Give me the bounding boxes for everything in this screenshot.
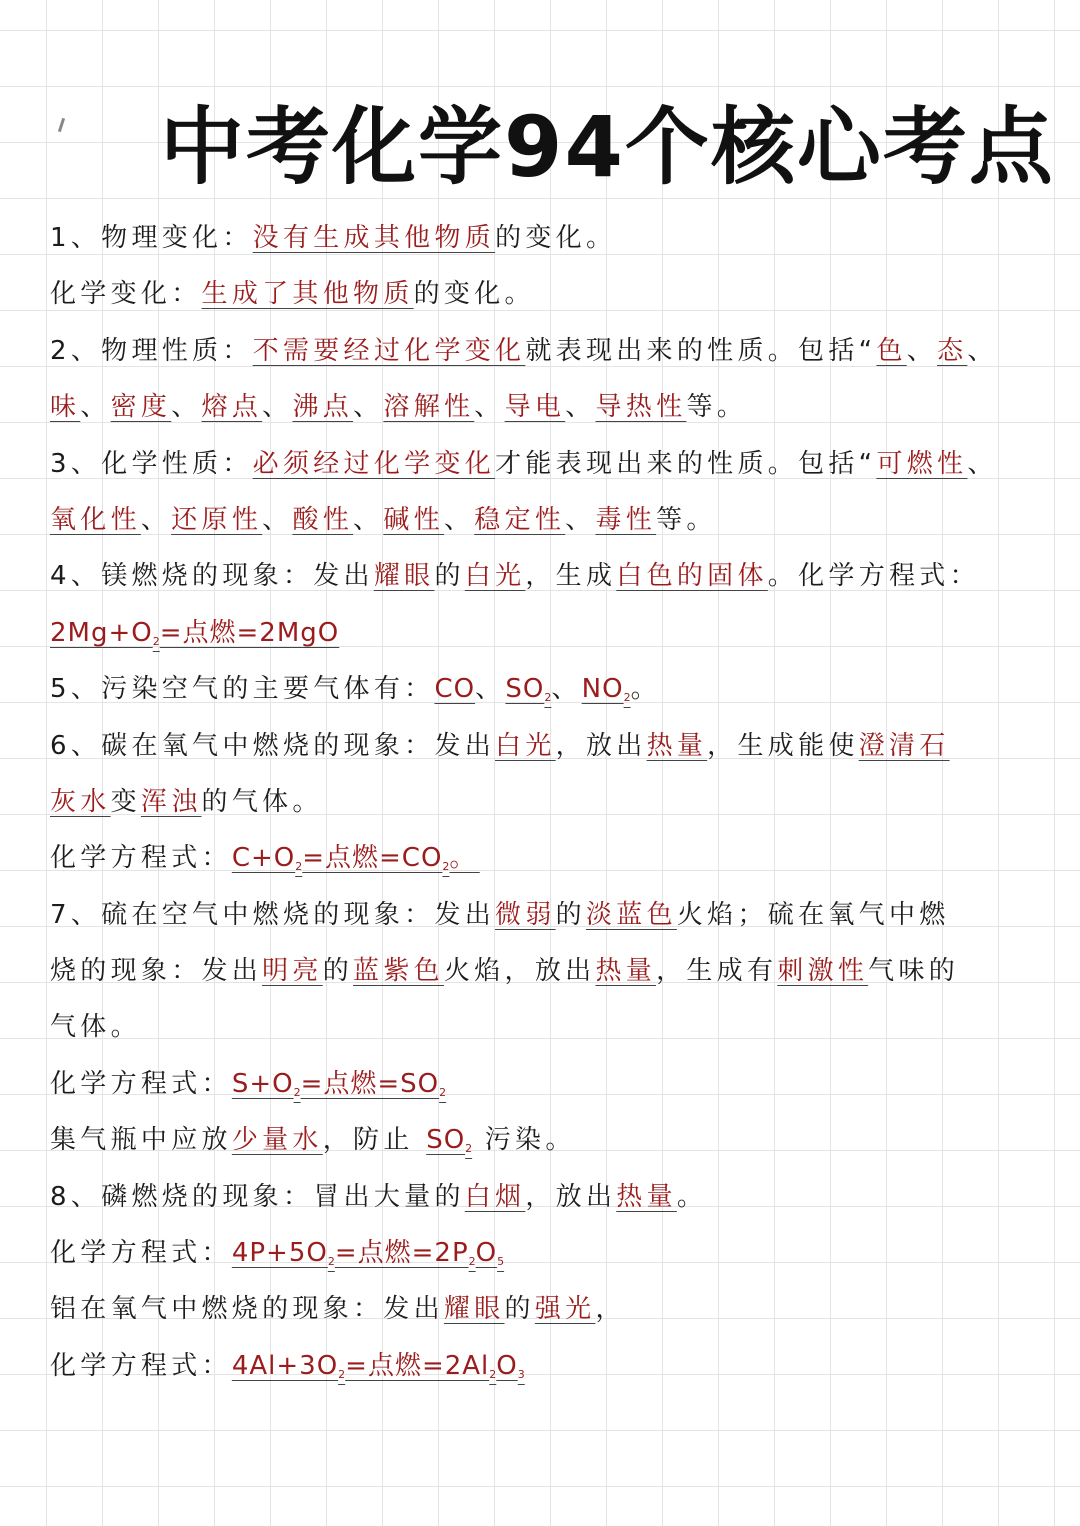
key-term: NO <box>581 674 624 705</box>
key-term: 白烟 <box>464 1181 526 1212</box>
key-term: 导热性 <box>595 392 687 423</box>
note-text: ，生成有 <box>656 956 778 987</box>
subscript: 5 <box>497 1255 505 1269</box>
key-term: 导电 <box>504 392 566 423</box>
note-text: 、 <box>80 392 111 423</box>
note-text: 化学方程式： <box>50 1350 232 1381</box>
key-term: 蓝紫色 <box>353 956 444 987</box>
key-term: SO <box>426 1125 466 1156</box>
key-term: 白光 <box>495 730 556 761</box>
note-line <box>50 1056 1040 1112</box>
note-text: 、 <box>906 335 938 366</box>
note-text: 化学变化： <box>50 279 202 310</box>
note-line <box>50 999 1040 1055</box>
note-line <box>50 210 1040 266</box>
note-text: 2、物理性质： <box>50 335 253 366</box>
note-text: 4、镁燃烧的现象：发出 <box>50 561 374 592</box>
key-term: 少量水 <box>231 1125 323 1156</box>
note-line <box>50 605 1040 661</box>
note-text: 1、物理变化： <box>50 223 253 253</box>
note-text: 的气体。 <box>201 786 323 817</box>
key-term: 毒性 <box>595 504 657 535</box>
key-term: 浑浊 <box>140 786 202 817</box>
note-line <box>50 379 1040 435</box>
note-line <box>50 323 1040 379</box>
note-text: 变 <box>110 786 141 817</box>
key-term: 沸点 <box>292 392 354 423</box>
key-term: 白光 <box>464 561 526 592</box>
note-text: 集气瓶中应放 <box>50 1125 232 1156</box>
subscript: 2 <box>327 1255 335 1269</box>
subscript: 2 <box>489 1367 497 1381</box>
key-term: 必须经过化学变化 <box>252 448 496 479</box>
note-text: 、 <box>967 335 998 366</box>
key-term: 。 <box>449 843 480 874</box>
key-term: 生成了其他物质 <box>201 279 414 310</box>
note-text: ，生成 <box>525 561 617 592</box>
key-term: 熔点 <box>201 392 263 423</box>
note-text: 气味的 <box>868 956 960 987</box>
key-term: 稳定性 <box>474 504 566 535</box>
note-text: 铝在氧气中燃烧的现象：发出 <box>50 1294 444 1325</box>
note-line <box>50 1338 1040 1394</box>
note-line <box>50 1112 1040 1168</box>
note-text: 、 <box>353 504 384 535</box>
note-text: 火焰，放出 <box>443 956 596 987</box>
key-term: C+O <box>231 843 296 874</box>
note-line <box>50 718 1040 774</box>
key-term: 微弱 <box>495 899 556 930</box>
key-term: 可燃性 <box>876 448 968 479</box>
note-text: 6、碳在氧气中燃烧的现象：发出 <box>50 730 496 761</box>
key-term: 态 <box>937 335 968 366</box>
key-term: 热量 <box>616 1181 677 1212</box>
key-term: 溶解性 <box>383 392 475 423</box>
note-line <box>50 548 1040 604</box>
key-term: 耀眼 <box>373 561 435 592</box>
note-text: 的 <box>434 561 465 592</box>
note-text: 气体。 <box>50 1012 141 1043</box>
key-term: =点燃=CO <box>302 843 443 874</box>
subscript: 2 <box>623 691 631 705</box>
note-line <box>50 1225 1040 1281</box>
key-term: 澄清石 <box>858 730 950 761</box>
key-term: 2Mg+O <box>50 617 153 648</box>
note-line <box>50 266 1040 322</box>
pen-mark <box>58 118 65 132</box>
key-term: 密度 <box>110 392 172 423</box>
key-term: =点燃=SO <box>300 1068 440 1099</box>
subscript: 2 <box>468 1255 476 1269</box>
subscript: 2 <box>442 860 450 874</box>
key-term: =点燃=2Al <box>345 1350 490 1381</box>
note-line <box>50 492 1040 548</box>
note-text: 8、磷燃烧的现象：冒出大量的 <box>50 1181 465 1212</box>
note-text: 、 <box>262 392 293 423</box>
note-text: 、 <box>565 504 596 535</box>
note-text: ，防止 <box>322 1125 427 1156</box>
note-text: 5、污染空气的主要气体有： <box>50 674 435 705</box>
key-term: =点燃=2P <box>334 1238 469 1269</box>
note-text: 、 <box>474 392 505 423</box>
note-text: ，放出 <box>525 1181 617 1212</box>
key-term: O <box>475 1238 498 1269</box>
note-text: 、 <box>475 674 506 705</box>
note-line <box>50 1281 1040 1337</box>
note-text: 烧的现象：发出 <box>50 956 263 987</box>
note-text: 、 <box>262 504 293 535</box>
note-line <box>50 830 1040 886</box>
note-text: 、 <box>565 392 596 423</box>
key-term: SO <box>505 674 545 705</box>
key-term: 氧化性 <box>50 504 141 535</box>
key-term: =点燃=2MgO <box>159 617 340 648</box>
subscript: 2 <box>338 1367 346 1381</box>
key-term: 碱性 <box>383 504 444 535</box>
key-term: 4Al+3O <box>231 1350 339 1381</box>
key-term: 耀眼 <box>443 1294 505 1325</box>
note-text: 的 <box>555 899 586 930</box>
key-term: CO <box>434 674 476 705</box>
subscript: 3 <box>517 1367 525 1381</box>
note-text: 才能表现出来的性质。包括“ <box>495 448 877 479</box>
note-text: 、 <box>967 448 998 479</box>
subscript: 2 <box>152 634 160 648</box>
note-text: 等。 <box>686 392 748 423</box>
key-term: 强光 <box>534 1294 596 1325</box>
note-text: 的变化。 <box>495 223 617 253</box>
note-text: ， <box>595 1294 626 1325</box>
key-term: 味 <box>50 392 81 423</box>
note-text: 化学方程式： <box>50 1068 232 1099</box>
note-line <box>50 943 1040 999</box>
key-term: 4P+5O <box>231 1238 328 1269</box>
note-line <box>50 436 1040 492</box>
key-term: 色 <box>876 335 907 366</box>
page-title: 中考化学94个核心考点 <box>160 98 1055 196</box>
key-term: 酸性 <box>292 504 354 535</box>
key-term: 明亮 <box>262 956 323 987</box>
note-text: 就表现出来的性质。包括“ <box>525 335 877 366</box>
key-term: 淡蓝色 <box>585 899 677 930</box>
notes-content <box>50 210 1040 1394</box>
key-term: 热量 <box>595 956 657 987</box>
note-text: ，生成能使 <box>707 730 859 761</box>
note-text: ，放出 <box>555 730 647 761</box>
note-text: 的 <box>504 1294 535 1325</box>
key-term: 热量 <box>646 730 708 761</box>
key-term: 白色的固体 <box>616 561 768 592</box>
note-line <box>50 774 1040 830</box>
subscript: 2 <box>465 1142 473 1156</box>
key-term: O <box>496 1350 518 1381</box>
key-term: 还原性 <box>171 504 263 535</box>
subscript: 2 <box>439 1085 447 1099</box>
key-term: 没有生成其他物质 <box>252 223 496 253</box>
note-line <box>50 887 1040 943</box>
subscript: 2 <box>293 1085 301 1099</box>
note-text: 3、化学性质： <box>50 448 253 479</box>
note-text: 。 <box>630 674 661 705</box>
note-text: 、 <box>171 392 202 423</box>
note-text: 、 <box>551 674 582 705</box>
note-text: 7、硫在空气中燃烧的现象：发出 <box>50 899 496 930</box>
note-text: 等。 <box>656 504 717 535</box>
note-text: 火焰；硫在氧气中燃 <box>676 899 950 930</box>
key-term: 灰水 <box>50 786 111 817</box>
note-line <box>50 1169 1040 1225</box>
note-text: 。 <box>676 1181 708 1212</box>
note-text: 、 <box>353 392 384 423</box>
key-term: 刺激性 <box>777 956 869 987</box>
note-line <box>50 661 1040 717</box>
note-text: 的 <box>322 956 354 987</box>
note-text: 、 <box>443 504 475 535</box>
subscript: 2 <box>544 691 552 705</box>
subscript: 2 <box>295 860 303 874</box>
note-text: 污染。 <box>472 1125 576 1156</box>
note-text: 的变化。 <box>413 279 535 310</box>
note-text: 、 <box>140 504 172 535</box>
key-term: 不需要经过化学变化 <box>252 335 526 366</box>
key-term: S+O <box>231 1068 294 1099</box>
note-text: 化学方程式： <box>50 843 232 874</box>
note-text: 。化学方程式： <box>767 561 980 592</box>
note-text: 化学方程式： <box>50 1238 232 1269</box>
